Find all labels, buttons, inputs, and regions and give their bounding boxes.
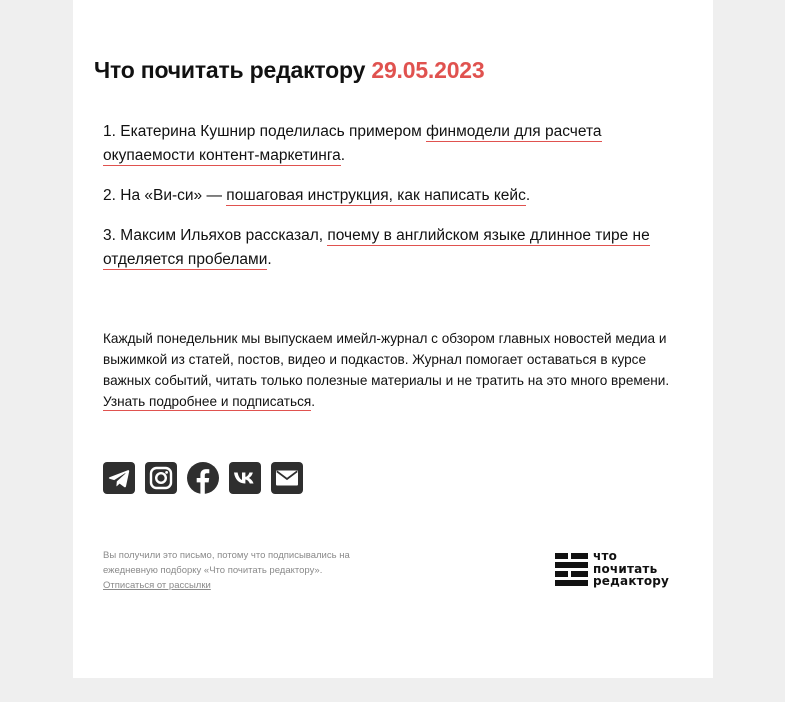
footer-text: Вы получили это письмо, потому что подписывались на ежедневную подборку «Что почитать редактору». — [103, 550, 350, 576]
about-text: Каждый понедельник мы выпускаем имейл-журнал с обзором главных новостей медиа и выжимкой из статей, постов, видео и подкастов. Журнал помогает оставаться в курсе важных событий, читать только полезные материалы и не тратить на это много времени. — [103, 331, 670, 388]
item-number: 3. — [103, 227, 116, 244]
logo-line: редактору — [593, 574, 670, 588]
brand-logo — [555, 551, 685, 589]
about-paragraph — [103, 328, 688, 412]
issue-date: 29.05.2023 — [371, 57, 485, 83]
subscribe-link[interactable]: Узнать подробнее и подписаться — [103, 394, 312, 409]
item-text: На «Ви-си» — — [115, 187, 227, 204]
title-text: Что почитать редактору — [94, 57, 366, 83]
instagram-icon[interactable] — [145, 462, 177, 494]
item-number: 1. — [103, 123, 116, 140]
article-link[interactable]: пошаговая инструкция, как написать кейс — [226, 187, 526, 204]
vk-icon[interactable] — [229, 462, 261, 494]
logo-line: почитать — [593, 561, 658, 576]
logo-bars-icon — [555, 553, 588, 587]
item-suffix: . — [525, 187, 531, 204]
logo-line: что — [593, 549, 618, 563]
email-icon[interactable] — [271, 462, 303, 494]
list-item — [103, 224, 663, 272]
item-number: 2. — [103, 187, 116, 204]
article-link[interactable]: почему в английском языке длинное тире не отделяется пробелами — [103, 227, 650, 268]
footer-note — [103, 548, 393, 593]
item-suffix: . — [340, 147, 346, 164]
facebook-icon[interactable] — [187, 462, 219, 494]
item-suffix: . — [267, 251, 272, 268]
unsubscribe-link[interactable]: Отписаться от рассылки — [103, 580, 211, 591]
telegram-icon[interactable] — [103, 462, 135, 494]
item-text: Максим Ильяхов рассказал, — [115, 227, 328, 244]
article-list — [103, 120, 663, 288]
list-item — [103, 120, 663, 168]
page-title — [94, 57, 485, 84]
list-item — [103, 184, 663, 208]
email-card — [73, 0, 713, 678]
logo-wordmark — [593, 550, 669, 588]
about-suffix: . — [311, 394, 316, 409]
social-links — [103, 462, 303, 494]
item-text: Екатерина Кушнир поделилась примером — [115, 123, 427, 140]
article-link[interactable]: финмодели для расчета окупаемости контент-маркетинга — [103, 123, 602, 164]
